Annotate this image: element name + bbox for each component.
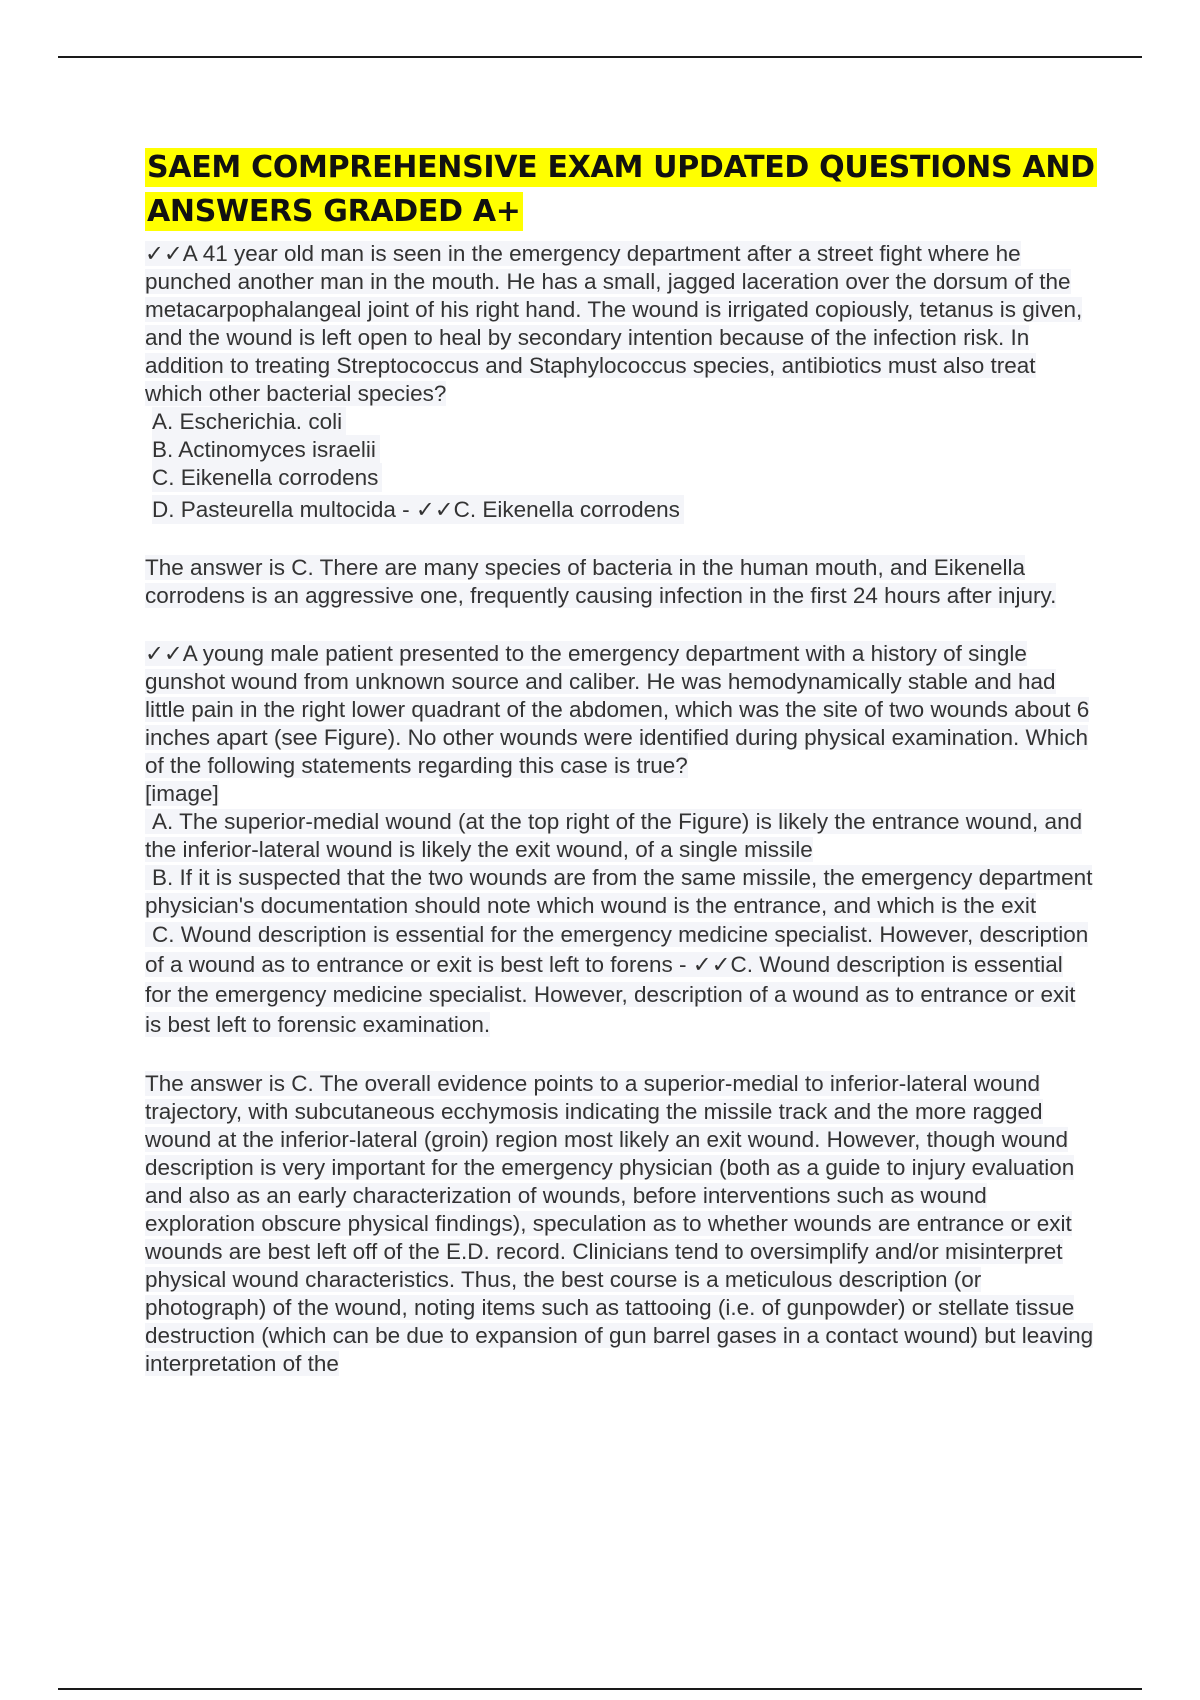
question-1-option-b: B. Actinomyces israelii (145, 436, 1095, 464)
question-2-stem: ✓✓A young male patient presented to the emergency department with a history of single gunshot wound from unknown source and caliber. He was hemodynamically stable and had little pain in the right lower quadrant of the abdomen, which was the site of two wounds about 6 inches apart (see Figure). No other wounds were identified during physical examination. Which of the following statements regarding this case is true? (145, 641, 1090, 778)
top-rule (58, 56, 1142, 58)
document-title (145, 146, 1095, 234)
question-2-option-c-answer: C. Wound description is essential for the emergency medicine specialist. However, description of a wound as to entrance or exit is best left to forens - ✓✓C. Wound description is essential for the emergency medicine specialist. However, description of a wound as to entrance or exit is best left to forensic examination. (145, 922, 1089, 1037)
question-1-option-c: C. Eikenella corrodens (145, 464, 1095, 492)
spacer (145, 524, 1095, 554)
question-2-explanation: The answer is C. The overall evidence points to a superior-medial to inferior-lateral wound trajectory, with subcutaneous ecchymosis indicating the missile track and the more ragged wound at the inferior-lateral (groin) region most likely an exit wound. However, though wound description is very important for the emergency physician (both as a guide to injury evaluation and also as an early characterization of wounds, before interventions such as wound exploration obscure physical findings), speculation as to whether wounds are entrance or exit wounds are best left off of the E.D. record. Clinicians tend to oversimplify and/or misinterpret physical wound characteristics. Thus, the best course is a meticulous description (or photograph) of the wound, noting items such as tattooing (i.e. of gunpowder) or stellate tissue destruction (which can be due to expansion of gun barrel gases in a contact wound) but leaving interpretation of the (145, 1071, 1094, 1376)
question-1-stem: ✓✓A 41 year old man is seen in the emergency department after a street fight where he punched another man in the mouth. He has a small, jagged laceration over the dorsum of the metacarpophalangeal joint of his right hand. The wound is irrigated copiously, tetanus is given, and the wound is left open to heal by secondary intention because of the infection risk. In addition to treating Streptococcus and Staphylococcus species, antibiotics must also treat which other bacterial species? (145, 241, 1083, 406)
image-placeholder: [image] (145, 781, 219, 806)
question-1-options (145, 408, 1095, 524)
spacer (145, 1040, 1095, 1070)
question-2-option-a: A. The superior-medial wound (at the top right of the Figure) is likely the entrance wound, and the inferior-lateral wound is likely the exit wound, of a single missile (145, 809, 1083, 862)
question-1-option-d-answer: D. Pasteurella multocida - ✓✓C. Eikenella corrodens (145, 496, 1095, 524)
bottom-rule (58, 1688, 1142, 1690)
question-2-options (145, 808, 1095, 1040)
question-1-explanation: The answer is C. There are many species of bacteria in the human mouth, and Eikenella corrodens is an aggressive one, frequently causing infection in the first 24 hours after injury. (145, 555, 1057, 608)
question-2-option-b: B. If it is suspected that the two wounds are from the same missile, the emergency department physician's documentation should note which wound is the entrance, and which is the exit (145, 865, 1093, 918)
title-highlight: SAEM COMPREHENSIVE EXAM UPDATED QUESTIONS AND ANSWERS GRADED A+ (147, 150, 1095, 229)
question-1-option-a: A. Escherichia. coli (145, 408, 1095, 436)
spacer (145, 610, 1095, 640)
document-page (145, 146, 1095, 1378)
